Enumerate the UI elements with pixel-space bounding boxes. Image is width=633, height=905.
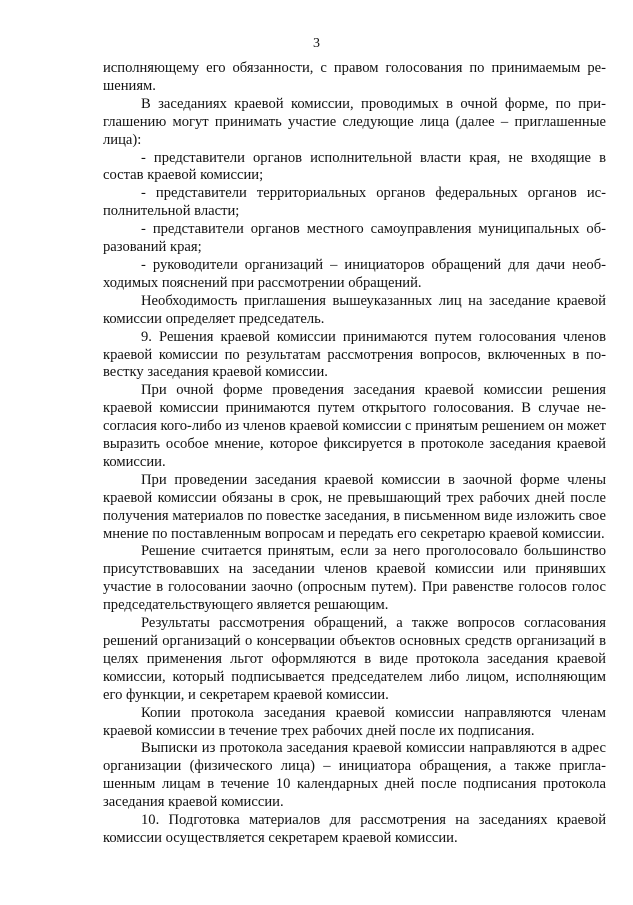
paragraph-decision-majority: Решение считается принятым, если за него проголосовало большинство присутствовавших на заседании членов краевой комиссии или принявших участие в голосовании заочно (опросным путем). При равенстве голосов голос председательствующего является решающим. <box>103 543 606 614</box>
paragraph-invitation-decision: Необходимость приглашения вышеуказанных лиц на заседание краевой комиссии определяет председатель. <box>103 292 606 327</box>
page-number: 3 <box>313 36 320 51</box>
paragraph-protocol-copies: Копии протокола заседания краевой комиссии направляются членам краевой комиссии в течение трех рабочих дней после их подписания. <box>103 704 606 739</box>
paragraph-continuation: исполняющему его обязанности, с правом голосования по принимаемым решениям. <box>103 60 606 94</box>
list-item-local-government: - представители органов местного самоуправления муниципальных образований края; <box>103 221 606 256</box>
paragraph-absentee-voting: При проведении заседания краевой комиссии в заочной форме члены краевой комиссии обязаны в срок, не превышающий трех рабочих дней после получения материалов по повестке заседания, в письменном виде изложить свое мнение по поставленным вопросам и передать его секретарю краевой комиссии. <box>103 471 606 542</box>
list-item-organization-heads: - руководители организаций – инициаторов обращений для дачи необходимых пояснений при рассмотрении обращений. <box>103 256 606 291</box>
paragraph-protocol-results: Результаты рассмотрения обращений, а также вопросов согласования решений организаций о консервации объектов основных средств организаций в целях применения льгот оформляются в виде протокола заседания краевой комиссии, который подписывается председателем либо лицом, исполняющим его функции, и секретарем краевой комиссии. <box>103 615 606 703</box>
list-item-executive-authorities: - представители органов исполнительной власти края, не входящие в состав краевой комиссии; <box>103 149 606 184</box>
paragraph-item-9: 9. Решения краевой комиссии принимаются путем голосования членов краевой комиссии по результатам рассмотрения вопросов, включенных в повестку заседания краевой комиссии. <box>103 328 606 381</box>
document-body <box>103 60 606 848</box>
paragraph-item-10: 10. Подготовка материалов для рассмотрения на заседаниях краевой комиссии осуществляется секретарем краевой комиссии. <box>103 812 606 846</box>
paragraph-protocol-extracts: Выписки из протокола заседания краевой комиссии направляются в адрес организации (физического лица) – инициатора обращения, а также приглашенным лицам в течение 10 календарных дней после подписания протокола заседания краевой комиссии. <box>103 740 606 811</box>
paragraph-open-voting: При очной форме проведения заседания краевой комиссии решения краевой комиссии принимаются путем открытого голосования. В случае несогласия кого-либо из членов краевой комиссии с принятым решением он может выразить особое мнение, которое фиксируется в протоколе заседания краевой комиссии. <box>103 382 606 470</box>
list-item-federal-bodies: - представители территориальных органов федеральных органов исполнительной власти; <box>103 185 606 220</box>
paragraph-invited-persons: В заседаниях краевой комиссии, проводимых в очной форме, по приглашению могут принимать участие следующие лица (далее – приглашенные лица): <box>103 95 606 148</box>
